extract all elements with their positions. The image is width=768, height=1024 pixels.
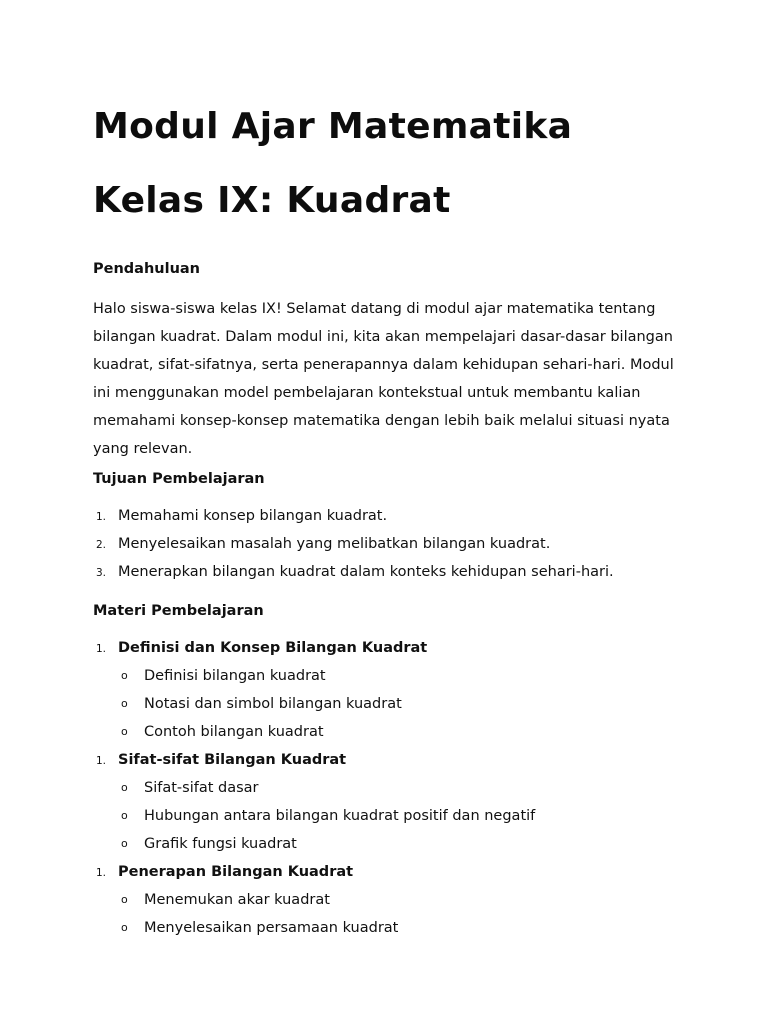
list-number: 2.	[96, 539, 107, 551]
subtopic-item	[93, 886, 683, 914]
document-title	[93, 90, 683, 238]
list-number: 1.	[96, 867, 107, 879]
subtopic-text: Definisi bilangan kuadrat	[144, 668, 326, 684]
subtopic-item	[93, 830, 683, 858]
intro-paragraph: Halo siswa-siswa kelas IX! Selamat datang di modul ajar matematika tentang bilangan kuadrat. Dalam modul ini, kita akan mempelajari dasar-dasar bilangan kuadrat, sifat-sifatnya, serta penerapannya dalam kehidupan sehari-hari. Modul ini menggunakan model pembelajaran kontekstual untuk membantu kalian memahami konsep-konsep matematika dengan lebih baik melalui situasi nyata yang relevan.	[93, 301, 674, 457]
topic-title: Definisi dan Konsep Bilangan Kuadrat	[118, 640, 428, 656]
subtopic-text: Contoh bilangan kuadrat	[144, 724, 324, 740]
objective-item	[93, 502, 683, 530]
subtopic-item	[93, 802, 683, 830]
title-line-1: Modul Ajar Matematika	[93, 106, 573, 147]
list-number: 3.	[96, 567, 107, 579]
subtopic-text: Sifat-sifat dasar	[144, 780, 259, 796]
title-line-2: Kelas IX: Kuadrat	[93, 180, 451, 221]
bullet-marker: o	[121, 725, 128, 738]
bullet-marker: o	[121, 921, 128, 934]
heading-pendahuluan: Pendahuluan	[93, 261, 200, 277]
subtopic-item	[93, 914, 683, 942]
objective-item	[93, 558, 683, 586]
materials-list	[93, 634, 683, 942]
subtopic-item	[93, 690, 683, 718]
subtopic-text: Hubungan antara bilangan kuadrat positif dan negatif	[144, 808, 536, 824]
list-number: 1.	[96, 643, 107, 655]
subtopic-text: Menemukan akar kuadrat	[144, 892, 330, 908]
subtopic-item	[93, 774, 683, 802]
topic-title: Sifat-sifat Bilangan Kuadrat	[118, 752, 347, 768]
bullet-marker: o	[121, 809, 128, 822]
topic-item	[93, 858, 683, 886]
bullet-marker: o	[121, 781, 128, 794]
objective-text: Menyelesaikan masalah yang melibatkan bilangan kuadrat.	[118, 536, 551, 552]
subtopic-item	[93, 662, 683, 690]
subtopic-text: Menyelesaikan persamaan kuadrat	[144, 920, 399, 936]
objectives-list	[93, 502, 683, 586]
bullet-marker: o	[121, 837, 128, 850]
topic-item	[93, 746, 683, 774]
subtopic-item	[93, 718, 683, 746]
heading-materi: Materi Pembelajaran	[93, 603, 264, 619]
list-number: 1.	[96, 755, 107, 767]
bullet-marker: o	[121, 697, 128, 710]
objective-text: Menerapkan bilangan kuadrat dalam konteks kehidupan sehari-hari.	[118, 564, 614, 580]
subtopic-text: Notasi dan simbol bilangan kuadrat	[144, 696, 402, 712]
heading-tujuan: Tujuan Pembelajaran	[93, 471, 265, 487]
objective-text: Memahami konsep bilangan kuadrat.	[118, 508, 388, 524]
topic-title: Penerapan Bilangan Kuadrat	[118, 864, 354, 880]
bullet-marker: o	[121, 893, 128, 906]
list-number: 1.	[96, 511, 107, 523]
bullet-marker: o	[121, 669, 128, 682]
subtopic-text: Grafik fungsi kuadrat	[144, 836, 297, 852]
document-page	[93, 90, 683, 942]
topic-item	[93, 634, 683, 662]
objective-item	[93, 530, 683, 558]
